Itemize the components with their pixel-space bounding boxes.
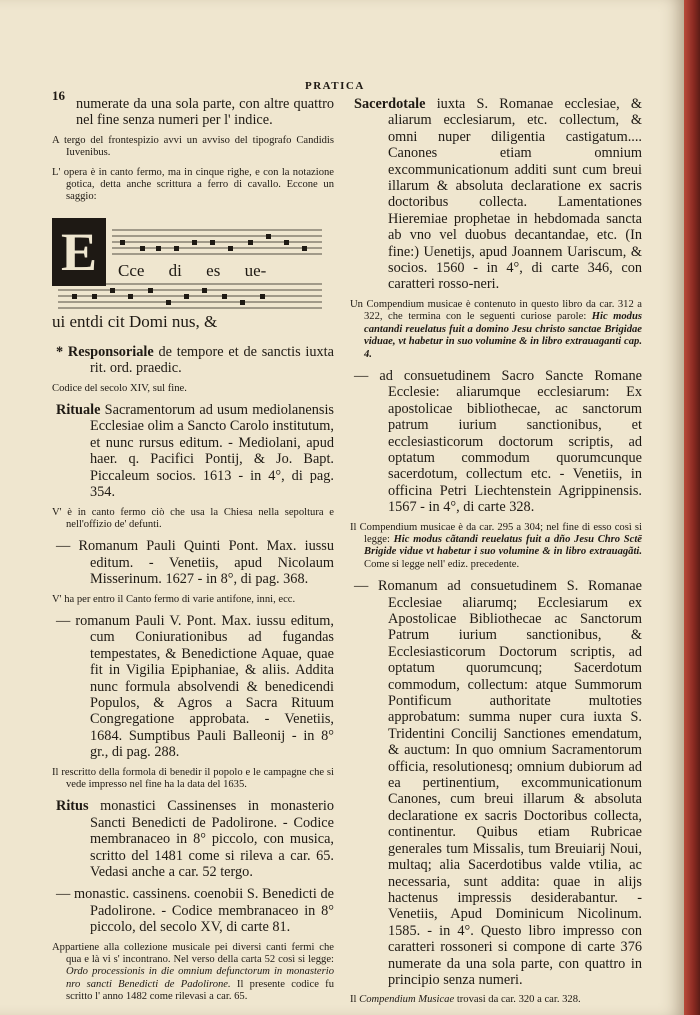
entry-text: de tempore et de sanctis iuxta rit. ord. praedic.	[90, 343, 334, 377]
note-rescritto: Il rescritto della formola di benedir il popolo e le campagne che si vede impresso nel fine ha la data del 1635.	[52, 766, 334, 790]
decorated-initial: E	[52, 218, 106, 286]
note-text: Appartiene alla collezione musicale pei diversi canti fermi che qua e là vi s' incontrano. Nel verso della carta 52 così si legge:	[52, 941, 334, 966]
entry-continuation: numerate da una sola parte, con altre quattro nel fine senza numeri per l' indice.	[76, 96, 334, 129]
note-compendium-2	[350, 522, 642, 572]
left-column	[52, 96, 334, 1011]
entry-ritus	[52, 798, 334, 880]
note-sepoltura: V' è in canto fermo ciò che usa la Chiesa nella sepoltura e nell'offizio de' defunti.	[52, 506, 334, 530]
lyric-line-2: ui entdi cit Domi nus, &	[52, 311, 218, 331]
entry-heading: Rituale	[56, 402, 101, 419]
entry-ad-consuetudinem: — ad consuetudinem Sacro Sancte Romane Ecclesie: aliarumque ecclesiarum: Ex apostolicae bibliothecae, ac sanctorum patrum iurium sanctionibus, et ecclesiasticorum doctorum scriptis, ad optatum commodum quorumcunque sacerdotum, collectum etc. - Venetiis, in officina Petri Liechtenstein Agrippinensis. 1567 - in 4°, di carte 328.	[354, 367, 642, 516]
entry-rituale	[52, 402, 334, 500]
entry-romanum-1: — Romanum Pauli Quinti Pont. Max. iussu editum. - Venetiis, apud Nicolaum Misserinum. 1627 - in 8°, di pag. 368.	[56, 538, 334, 588]
note-antifone: V' ha per entro il Canto fermo di varie antifone, inni, ecc.	[52, 593, 296, 605]
book-spine	[684, 0, 700, 1015]
note-text: Il presente codice fu scritto l' anno 1482 come rilevasi a car. 65.	[66, 978, 334, 1003]
note-canto-fermo: L' opera è in canto fermo, ma in cinque righe, e con la notazione gotica, detta anche scrittura a ferro di cavallo. Eccone un saggio:	[52, 166, 334, 203]
entry-text: iuxta S. Romanae ecclesiae, & aliarum ecclesiarum, etc. collectum, & omni nuper diligentia castigatum.... Canones etiam omnium excommunicationum additi sunt cum breui illarum & absoluta declaratione ex sacris doctoribus collecta. Lamentationes Hieremiae prophetae in hebdomada sancta ab vno vel duobus decantandae, etc. (In fine:) Uenetijs, apud Joannem Uariscum, & socios. 1560 - in 4°, di carte 346, con caratteri rosso-neri.	[388, 96, 642, 293]
entry-heading: Sacerdotale	[354, 96, 426, 112]
entry-text: monastici Cassinenses in monasterio Sancti Benedicti de Padolirone. - Codice membranaceo in 8° piccolo, con musica, scritto del 1481 come si rileva a car. 65. Vedasi anche a car. 52 tergo.	[88, 798, 334, 881]
entry-romanum-2: — romanum Pauli V. Pont. Max. iussu editum, cum Coniurationibus ad fugandas tempestates, & Benedictione Aquae, quae fit in Vigilia Epiphaniae, & aliis. Addita nunc formula absolvendi & benedicendi Populos, & Agros a Sacra Rituum Congregatione approbata. - Venetiis, 1684. Sumptibus Pauli Balleonij - in 8° gr., di pag. 288.	[56, 612, 334, 761]
note-codice: Codice del secolo XIV, sul fine.	[52, 382, 187, 394]
lyric-line-1: Cce di es ue-	[118, 260, 267, 280]
note-text: Un Compendium musicae è contenuto in questo libro da car. 312 a 322, che termina con le seguenti curiose parole:	[350, 298, 642, 323]
note-compendium-1	[350, 299, 642, 361]
note-quote: Hic modus cantandi reuelatus fuit a domino Jesu christo sanctae Brigidae viduae, vt habetur in suo volumine & in libro extrauaganti cap. 4.	[364, 311, 642, 360]
note-text: Come si legge nell' ediz. precedente.	[364, 558, 520, 570]
right-column	[350, 96, 642, 1014]
entry-heading: * Responsoriale	[56, 343, 154, 360]
note-text: Il	[350, 994, 360, 1006]
note-text: trovasi da car. 320 a car. 328.	[454, 994, 581, 1006]
page-number: 16	[52, 88, 65, 103]
music-sample	[52, 212, 334, 334]
entry-romanum-3: — Romanum ad consuetudinem S. Romanae Ecclesiae aliarumq; Ecclesiarum ex Apostolicae Bibliothecae ac Sanctorum Patrum iurium sanctionibus, & Ecclesiasticorum Doctorum scriptis, ad optatum quorumcunq; Sacerdotum commodum, collectum: atque Summorum Pontificum authoritate multoties approbatum: summa nuper cura iuxta S. Tridentini Concilij Sanctiones emendatum, & auctum: In quo omnium Sacramentorum officia, resolutionesq; omnium dubiorum ad ea pertinentium, excommunicationum Canones, cum breui illarum & absoluta declaratione ex sacris Doctoribus collecta, continentur. Quibus etiam Rubricae generales tum Missalis, tum Breuiarij Noui, multaq; alia Sacerdotibus valde vtilia, ac necessaria, sunt addita: quae in alijs hactenus impressis desiderabantur. - Venetiis, Apud Dominicum Nicolinum. 1585. - in 4°. Questo libro impresso con caratteri rossoneri si compone di carte 376 numerate da una sola parte, con quattro in principio senza numeri.	[354, 578, 642, 988]
entry-monastic: — monastic. cassinens. coenobii S. Benedicti de Padolirone. - Codice membranaceo in 8° piccolo, del secolo XV, di carte 81.	[56, 886, 334, 936]
entry-text: Sacramentorum ad usum mediolanensis Ecclesiae olim a Sancto Carolo institutum, et nunc rursus editum. - Mediolani, apud haer. q. Pacifici Pontij, & Jo. Bapt. Piccaleum socios. 1613 - in 4°, di pag. 354.	[90, 402, 334, 501]
note-avviso: A tergo del frontespizio avvi un avviso del tipografo Candidis Iuvenibus.	[52, 134, 334, 159]
entry-sacerdotale	[350, 96, 642, 293]
entry-heading: Ritus	[56, 798, 89, 815]
entry-responsoriale	[52, 344, 334, 377]
note-quote: Hic modus cãtandi reuelatus fuit a dño Jesu Chro Sctē Brigide vidue vt habetur i suo volumine & in libro extrauagãti.	[364, 533, 642, 558]
running-head: PRATICA	[305, 80, 365, 92]
note-collezione	[52, 942, 334, 1004]
note-text: Il Compendium musicae è da car. 295 a 304; nel fine di esso così si legge:	[350, 521, 642, 545]
note-compendium-3	[350, 994, 642, 1006]
note-quote: Compendium Musicae	[359, 994, 455, 1006]
note-quote: Ordo processionis in die omnium defunctorum in monasterio nro sancti Benedicti de Padolirone.	[66, 966, 334, 990]
